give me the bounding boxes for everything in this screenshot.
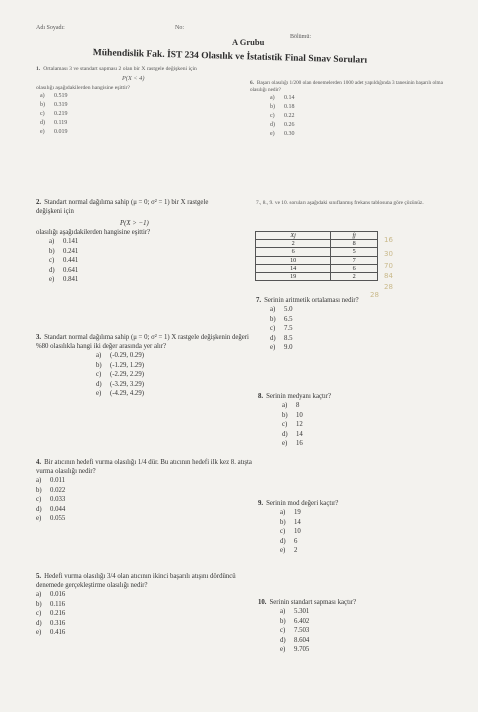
option-letter: b)	[49, 247, 55, 255]
option-letter: b)	[40, 102, 45, 109]
option-letter: b)	[280, 518, 286, 526]
question-number: 9.	[258, 500, 264, 507]
handwritten-note: 30	[384, 250, 393, 258]
handwritten-note: 70	[384, 262, 393, 270]
question-text: Başarı olasılığı 1/200 olan denemelerden 1000 adet yapıldığında 3 tanesinin başarılı olma olasılığı nedir?	[250, 80, 443, 93]
option-value: 8.604	[294, 636, 310, 644]
question-9-stem	[258, 499, 458, 508]
question-9	[258, 499, 458, 556]
answer-option	[282, 430, 458, 440]
answer-option	[49, 247, 236, 257]
table-row	[256, 240, 378, 248]
exam-title: Mühendislik Fak. İST 234 Olasılık ve İstatistik Final Sınav Soruları	[92, 48, 368, 66]
option-letter: c)	[282, 421, 288, 429]
option-letter: c)	[36, 496, 42, 504]
question-8-stem	[258, 392, 458, 401]
answer-option	[282, 420, 458, 430]
cell-xj: 14	[256, 264, 331, 272]
option-value: (-1.29, 1.29)	[110, 361, 144, 369]
option-letter: d)	[280, 636, 286, 644]
option-letter: a)	[49, 238, 55, 245]
answer-option	[280, 537, 458, 547]
column-header-xj: Xj	[256, 232, 331, 240]
option-value: 0.019	[54, 129, 68, 136]
option-value: 0.216	[50, 610, 66, 618]
option-letter: b)	[36, 486, 42, 494]
question-5	[36, 572, 254, 638]
option-letter: d)	[270, 334, 276, 342]
cell-xj: 2	[256, 240, 331, 248]
handwritten-note: 16	[384, 236, 393, 244]
question-10	[258, 598, 458, 655]
answer-option	[270, 112, 455, 121]
option-value: 0.319	[54, 102, 68, 109]
question-number: 6.	[250, 80, 254, 86]
question-5-options	[36, 590, 254, 638]
question-number: 4.	[36, 459, 42, 466]
option-value: 0.22	[284, 112, 295, 119]
answer-option	[36, 514, 254, 524]
answer-option	[36, 476, 254, 486]
option-value: 10	[296, 411, 303, 419]
option-letter: a)	[40, 93, 45, 100]
option-value: 9.705	[294, 646, 310, 654]
option-letter: b)	[280, 617, 286, 625]
option-value: 0.022	[50, 486, 66, 494]
option-value: 0.033	[50, 496, 66, 504]
option-letter: b)	[36, 600, 42, 608]
option-value: 5.301	[294, 608, 310, 615]
option-letter: e)	[280, 646, 286, 654]
group-label: A Grubu	[232, 37, 265, 47]
option-letter: c)	[280, 528, 286, 536]
option-letter: e)	[49, 276, 55, 284]
question-1-formula: P(X < 4)	[122, 75, 145, 83]
question-1-stem-2: olasılığı aşağıdakilerden hangisine eşittir?	[36, 84, 130, 91]
option-value: 0.011	[50, 477, 66, 484]
question-6	[250, 80, 455, 139]
option-value: 14	[296, 430, 303, 438]
question-text: Serinin standart sapması kaçtır?	[269, 599, 357, 606]
question-number: 2.	[36, 199, 42, 206]
answer-option	[282, 401, 458, 411]
question-1-options	[40, 92, 226, 137]
question-2-stem-2: olasılığı aşağıdakilerden hangisine eşittir?	[36, 229, 151, 236]
option-letter: d)	[40, 120, 45, 127]
question-text: Serinin medyanı kaçtır?	[266, 393, 332, 400]
handwritten-note: 28	[384, 283, 393, 291]
table-row	[256, 273, 378, 281]
question-7-stem	[256, 296, 456, 305]
answer-option	[280, 626, 458, 636]
cell-xj: 19	[256, 273, 331, 281]
question-4-options	[36, 476, 254, 524]
answer-option	[270, 103, 455, 112]
question-9-options	[280, 508, 458, 556]
cell-fj: 6	[331, 264, 378, 272]
table-body	[256, 240, 378, 281]
column-header-fj: fj	[331, 232, 378, 240]
question-3	[36, 333, 254, 399]
option-letter: c)	[270, 325, 276, 333]
question-1	[36, 66, 226, 137]
answer-option	[36, 628, 254, 638]
answer-option	[40, 110, 226, 119]
question-5-stem	[36, 572, 254, 590]
answer-option	[49, 237, 236, 247]
option-value: 6	[294, 537, 298, 545]
option-value: (-4.29, 4.29)	[110, 390, 144, 398]
answer-option	[270, 334, 456, 344]
option-value: 0.241	[63, 247, 79, 255]
question-number: 5.	[36, 573, 42, 580]
question-3-stem	[36, 333, 254, 351]
answer-option	[36, 600, 254, 610]
option-letter: d)	[36, 505, 42, 513]
answer-option	[280, 527, 458, 537]
question-2-options	[49, 237, 236, 285]
answer-option	[270, 324, 456, 334]
student-number-label: No:	[175, 25, 184, 31]
answer-option	[49, 256, 236, 266]
question-4-stem	[36, 458, 254, 476]
option-value: 0.26	[284, 121, 295, 128]
question-3-options	[96, 351, 254, 399]
option-letter: e)	[280, 547, 286, 555]
answer-option	[280, 607, 458, 617]
option-letter: c)	[270, 112, 275, 119]
option-value: 0.841	[63, 276, 79, 284]
answer-option	[40, 101, 226, 110]
cell-xj: 6	[256, 248, 331, 256]
option-value: 0.416	[50, 629, 66, 637]
option-value: 0.016	[50, 591, 66, 598]
option-value: 0.30	[284, 130, 295, 137]
answer-option	[270, 305, 456, 315]
question-text: Standart normal dağılıma sahip (μ = 0; σ² = 1) X rastgele değişkenin değeri %80 olasılıkla hangi iki değer arasında yer alır?	[36, 334, 249, 350]
question-text: Serinin mod değeri kaçtır?	[266, 500, 339, 507]
question-2-formula: P(X > −1)	[120, 220, 149, 227]
answer-option	[40, 119, 226, 128]
option-letter: a)	[270, 306, 276, 313]
option-letter: c)	[280, 627, 286, 635]
question-2-stem	[36, 198, 236, 216]
option-letter: d)	[282, 430, 288, 438]
option-value: 19	[294, 509, 301, 516]
option-value: 0.641	[63, 266, 79, 274]
option-letter: a)	[280, 509, 286, 516]
option-letter: e)	[282, 440, 288, 448]
question-text: Hedefi vurma olasılığı 3/4 olan atıcının ikinci başarılı atışını dördüncü denemede gerçekleştirme olasılığı nedir?	[36, 573, 236, 589]
handwritten-note: 28	[370, 291, 379, 299]
option-value: 0.316	[50, 619, 66, 627]
question-number: 8.	[258, 393, 264, 400]
option-letter: b)	[282, 411, 288, 419]
option-letter: e)	[36, 515, 42, 523]
option-letter: e)	[36, 629, 42, 637]
frequency-table	[255, 231, 378, 281]
answer-option	[96, 380, 254, 390]
option-value: (-3.29, 3.29)	[110, 380, 144, 388]
question-2	[36, 198, 236, 285]
question-8	[258, 392, 458, 449]
answer-option	[270, 94, 455, 103]
answer-option	[280, 508, 458, 518]
option-letter: e)	[96, 390, 102, 398]
cell-xj: 10	[256, 256, 331, 264]
option-letter: c)	[40, 111, 45, 118]
option-value: 7.503	[294, 627, 310, 635]
question-6-stem	[250, 80, 455, 94]
option-value: 0.14	[284, 94, 295, 101]
option-value: 2	[294, 547, 298, 555]
table-row	[256, 264, 378, 272]
answer-option	[49, 275, 236, 285]
option-letter: e)	[270, 344, 276, 352]
option-value: 0.119	[54, 120, 68, 127]
option-value: (-0.29, 0.29)	[110, 352, 144, 359]
option-value: 0.219	[54, 111, 68, 118]
option-letter: b)	[270, 103, 275, 110]
option-value: 6.402	[294, 617, 310, 625]
option-value: 0.116	[50, 600, 66, 608]
question-7	[256, 296, 456, 353]
answer-option	[36, 619, 254, 629]
answer-option	[96, 361, 254, 371]
question-number: 1.	[36, 66, 41, 72]
option-value: 12	[296, 421, 303, 429]
answer-option	[270, 130, 455, 139]
option-letter: c)	[49, 257, 55, 265]
table-row	[256, 248, 378, 256]
answer-option	[36, 486, 254, 496]
option-value: (-2.29, 2.29)	[110, 371, 144, 379]
question-text: Bir atıcının hedefi vurma olasılığı 1/4 dür. Bu atıcının hedefi ilk kez 8. atışta vurma olasılığı nedir?	[36, 459, 252, 475]
table-row	[256, 256, 378, 264]
option-value: 0.044	[50, 505, 66, 513]
option-value: 8.5	[284, 334, 293, 342]
option-letter: a)	[96, 352, 102, 359]
answer-option	[36, 505, 254, 515]
department-label: Bölümü:	[290, 34, 312, 40]
answer-option	[96, 351, 254, 361]
answer-option	[96, 389, 254, 399]
option-value: 0.519	[54, 93, 68, 100]
question-10-stem	[258, 598, 458, 607]
option-letter: a)	[36, 477, 42, 484]
answer-option	[280, 645, 458, 655]
answer-option	[36, 495, 254, 505]
answer-option	[40, 92, 226, 101]
option-letter: a)	[280, 608, 286, 615]
option-letter: e)	[40, 129, 45, 136]
option-letter: d)	[36, 619, 42, 627]
option-value: 8	[296, 402, 300, 409]
option-value: 9.0	[284, 344, 293, 352]
option-value: 6.5	[284, 315, 293, 323]
handwritten-note: 84	[384, 272, 393, 280]
option-letter: a)	[36, 591, 42, 598]
question-7-options	[270, 305, 456, 353]
answer-option	[280, 546, 458, 556]
question-10-options	[280, 607, 458, 655]
answer-option	[36, 609, 254, 619]
option-value: 0.441	[63, 257, 79, 265]
answer-option	[282, 439, 458, 449]
option-letter: a)	[282, 402, 288, 409]
option-value: 7.5	[284, 325, 293, 333]
answer-option	[36, 590, 254, 600]
option-value: 0.18	[284, 103, 295, 110]
option-letter: e)	[270, 130, 275, 137]
option-value: 5.0	[284, 306, 293, 313]
question-1-stem	[36, 66, 226, 73]
table-header-row	[256, 232, 378, 240]
option-letter: d)	[49, 266, 55, 274]
question-text: Ortalaması 3 ve standart sapması 2 olan bir X rastgele değişkeni için	[43, 66, 197, 72]
option-letter: c)	[96, 371, 102, 379]
option-letter: d)	[280, 537, 286, 545]
question-4	[36, 458, 254, 524]
question-number: 7.	[256, 297, 262, 304]
option-letter: d)	[270, 121, 275, 128]
answer-option	[40, 128, 226, 137]
answer-option	[49, 266, 236, 276]
question-number: 10.	[258, 599, 267, 606]
cell-fj: 7	[331, 256, 378, 264]
answer-option	[282, 411, 458, 421]
answer-option	[96, 370, 254, 380]
option-letter: c)	[36, 610, 42, 618]
option-value: 0.141	[63, 238, 79, 245]
question-number: 3.	[36, 334, 42, 341]
answer-option	[280, 518, 458, 528]
option-value: 10	[294, 528, 301, 536]
answer-option	[280, 636, 458, 646]
answer-option	[280, 617, 458, 627]
question-8-options	[282, 401, 458, 449]
option-value: 0.055	[50, 515, 66, 523]
option-letter: b)	[96, 361, 102, 369]
cell-fj: 8	[331, 240, 378, 248]
option-letter: a)	[270, 94, 275, 101]
option-value: 16	[296, 440, 303, 448]
cell-fj: 2	[331, 273, 378, 281]
answer-option	[270, 315, 456, 325]
question-text: Serinin aritmetik ortalaması nedir?	[264, 297, 359, 304]
answer-option	[270, 121, 455, 130]
option-letter: d)	[96, 380, 102, 388]
question-text: Standart normal dağılıma sahip (μ = 0; σ² = 1) bir X rastgele değişkeni için	[36, 199, 209, 215]
answer-option	[270, 343, 456, 353]
option-value: 14	[294, 518, 301, 526]
question-6-options	[270, 94, 455, 139]
cell-fj: 5	[331, 248, 378, 256]
table-instructions: 7., 8., 9. ve 10. soruları aşağıdaki sınıflanmış frekans tablosuna göre çözünüz.	[256, 200, 424, 206]
option-letter: b)	[270, 315, 276, 323]
name-label: Adı Soyadı:	[36, 25, 65, 31]
